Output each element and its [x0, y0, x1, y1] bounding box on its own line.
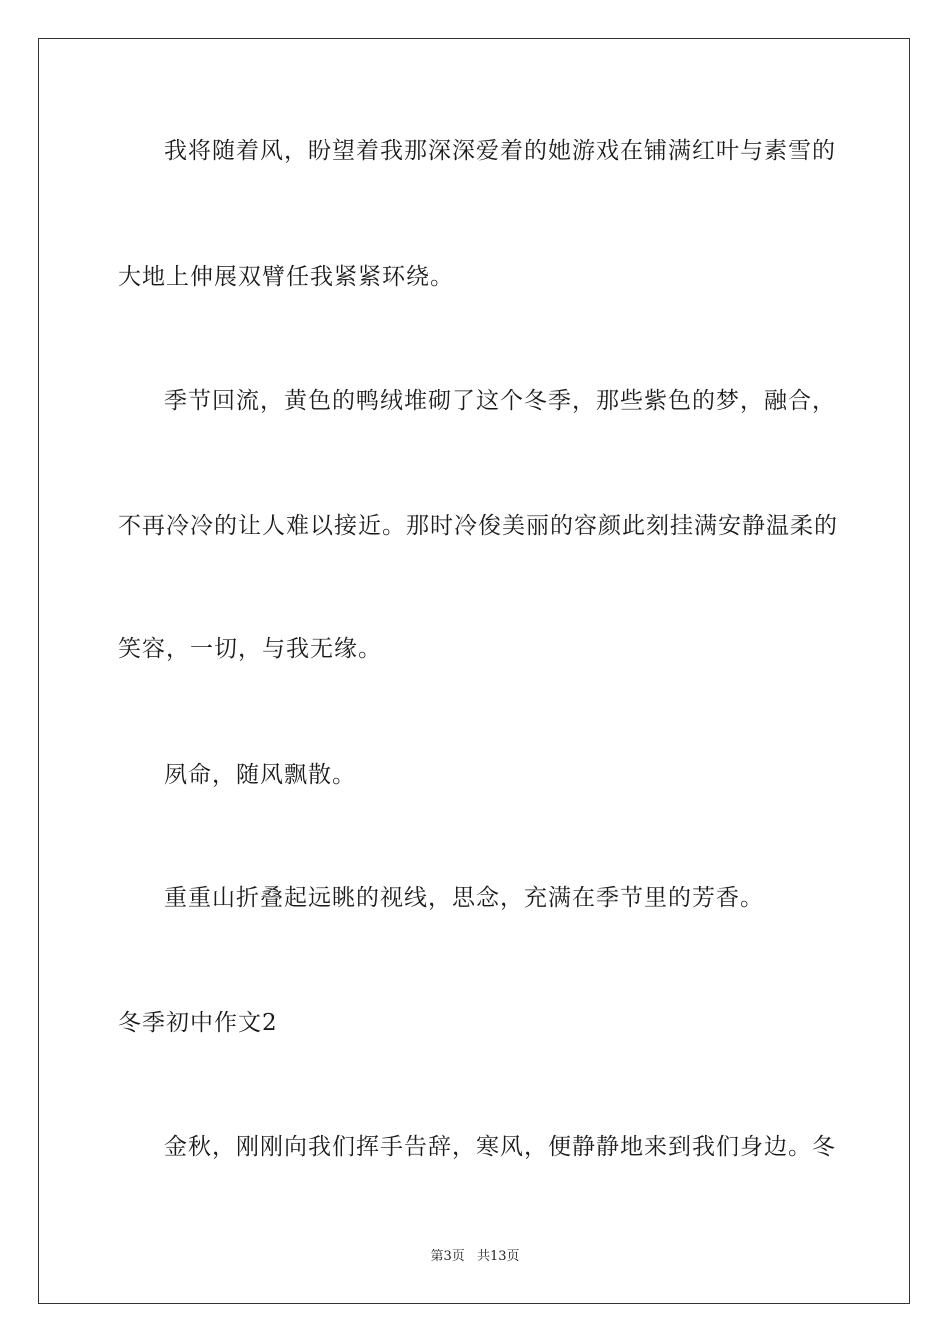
paragraph-line: 季节回流，黄色的鸭绒堆砌了这个冬季，那些紫色的梦，融合，	[164, 388, 836, 414]
paragraph-line: 不再冷冷的让人难以接近。那时冷俊美丽的容颜此刻挂满安静温柔的	[118, 513, 838, 539]
page-number: 第3页	[430, 1249, 465, 1264]
page-border	[38, 38, 910, 1304]
paragraph-line: 笑容，一切，与我无缘。	[118, 636, 382, 662]
paragraph-line: 大地上伸展双臂任我紧紧环绕。	[118, 264, 454, 290]
paragraph-line: 重重山折叠起远眺的视线，思念，充满在季节里的芳香。	[164, 885, 764, 911]
paragraph-line: 我将随着风，盼望着我那深深爱着的她游戏在铺满红叶与素雪的	[164, 138, 836, 164]
section-heading: 冬季初中作文2	[118, 1010, 278, 1036]
paragraph-line: 夙命，随风飘散。	[164, 762, 356, 788]
page-total: 共13页	[476, 1249, 520, 1264]
page-footer	[0, 1249, 950, 1265]
paragraph-line: 金秋，刚刚向我们挥手告辞，寒风，便静静地来到我们身边。冬	[164, 1134, 836, 1160]
